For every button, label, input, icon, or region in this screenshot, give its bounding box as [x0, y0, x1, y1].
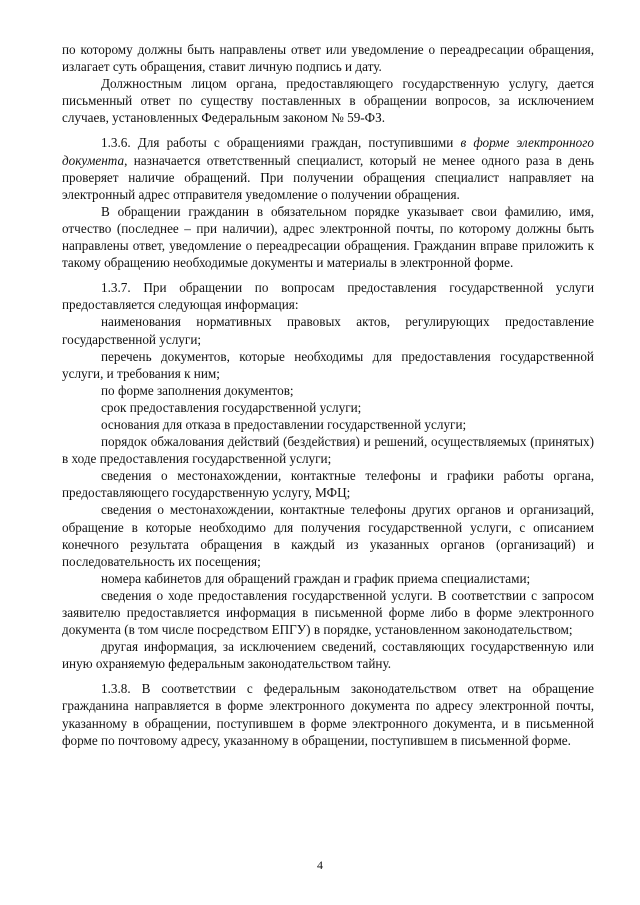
paragraph-1-3-6-start: 1.3.6. Для работы с обращениями граждан, поступившими	[101, 135, 461, 151]
paragraph-1-3-6-italic: в форме электронного документа	[62, 135, 594, 168]
paragraph-2: Должностным лицом органа, предоставляющего государственную услугу, дается письменный ответ по существу поставленных в обращении вопросов, за исключением случаев, установленных Федеральным законом № 59-ФЗ.	[62, 76, 594, 126]
page-number: 4	[317, 858, 323, 872]
list-item-legal-acts: наименования нормативных правовых актов, регулирующих предоставление государственной услуги;	[62, 314, 594, 347]
paragraph-1-3-6-end: , назначается ответственный специалист, который не менее одного раза в день проверяет наличие обращений. При получении обращения специалист направляет на электронный адрес отправителя уведомление о получении обращения.	[62, 152, 594, 202]
list-item-other-organizations: сведения о местонахождении, контактные телефоны других органов и организаций, обращение в которые необходимо для получения государственной услуги, с описанием конечного результата обращения в каждый из указанных органов (организаций) и последовательность их посещения;	[62, 502, 594, 569]
list-item-service-term: срок предоставления государственной услуги;	[101, 399, 362, 415]
list-item-refusal-grounds: основания для отказа в предоставлении государственной услуги;	[101, 416, 467, 432]
paragraph-1-3-7: 1.3.7. При обращении по вопросам предоставления государственной услуги предоставляется следующая информация:	[62, 280, 594, 313]
list-item-service-progress: сведения о ходе предоставления государственной услуги. В соответствии с запросом заявителю предоставляется информация в письменной форме либо в форме электронного документа (в том числе посредством ЕПГУ) в порядке, установленном законодательством;	[62, 587, 594, 638]
document-body	[62, 41, 594, 749]
list-item-form-filling: по форме заполнения документов;	[101, 382, 294, 398]
paragraph-1-3-8: 1.3.8. В соответствии с федеральным законодательством ответ на обращение гражданина направляется в форме электронного документа по адресу электронной почты, указанному в обращении, поступившем в форме электронного документа, и в письменной форме по почтовому адресу, указанному в обращении, поступившем в письменной форме.	[62, 681, 594, 748]
paragraph-email-requirements: В обращении гражданин в обязательном порядке указывает свои фамилию, имя, отчество (последнее – при наличии), адрес электронной почты, по которому должны быть направлены ответ, уведомление о переадресации обращения. Гражданин вправе приложить к такому обращению необходимые документы и материалы в электронной форме.	[62, 203, 594, 271]
paragraph-1: по которому должны быть направлены ответ или уведомление о переадресации обращения, излагает суть обращения, ставит личную подпись и дату.	[62, 42, 594, 75]
list-item-other-information: другая информация, за исключением сведений, составляющих государственную или иную охраняемую федеральным законодательством тайну.	[62, 639, 594, 672]
list-item-location-contacts: сведения о местонахождении, контактные телефоны и графики работы органа, предоставляющего государственную услугу, МФЦ;	[62, 468, 594, 501]
list-item-office-numbers: номера кабинетов для обращений граждан и график приема специалистами;	[101, 570, 531, 586]
paragraph-1-3-6	[62, 134, 594, 202]
list-item-documents: перечень документов, которые необходимы для предоставления государственной услуги, и требования к ним;	[62, 348, 594, 381]
list-item-appeal-procedure: порядок обжалования действий (бездействия) и решений, осуществляемых (принятых) в ходе предоставления государственной услуги;	[62, 434, 594, 467]
